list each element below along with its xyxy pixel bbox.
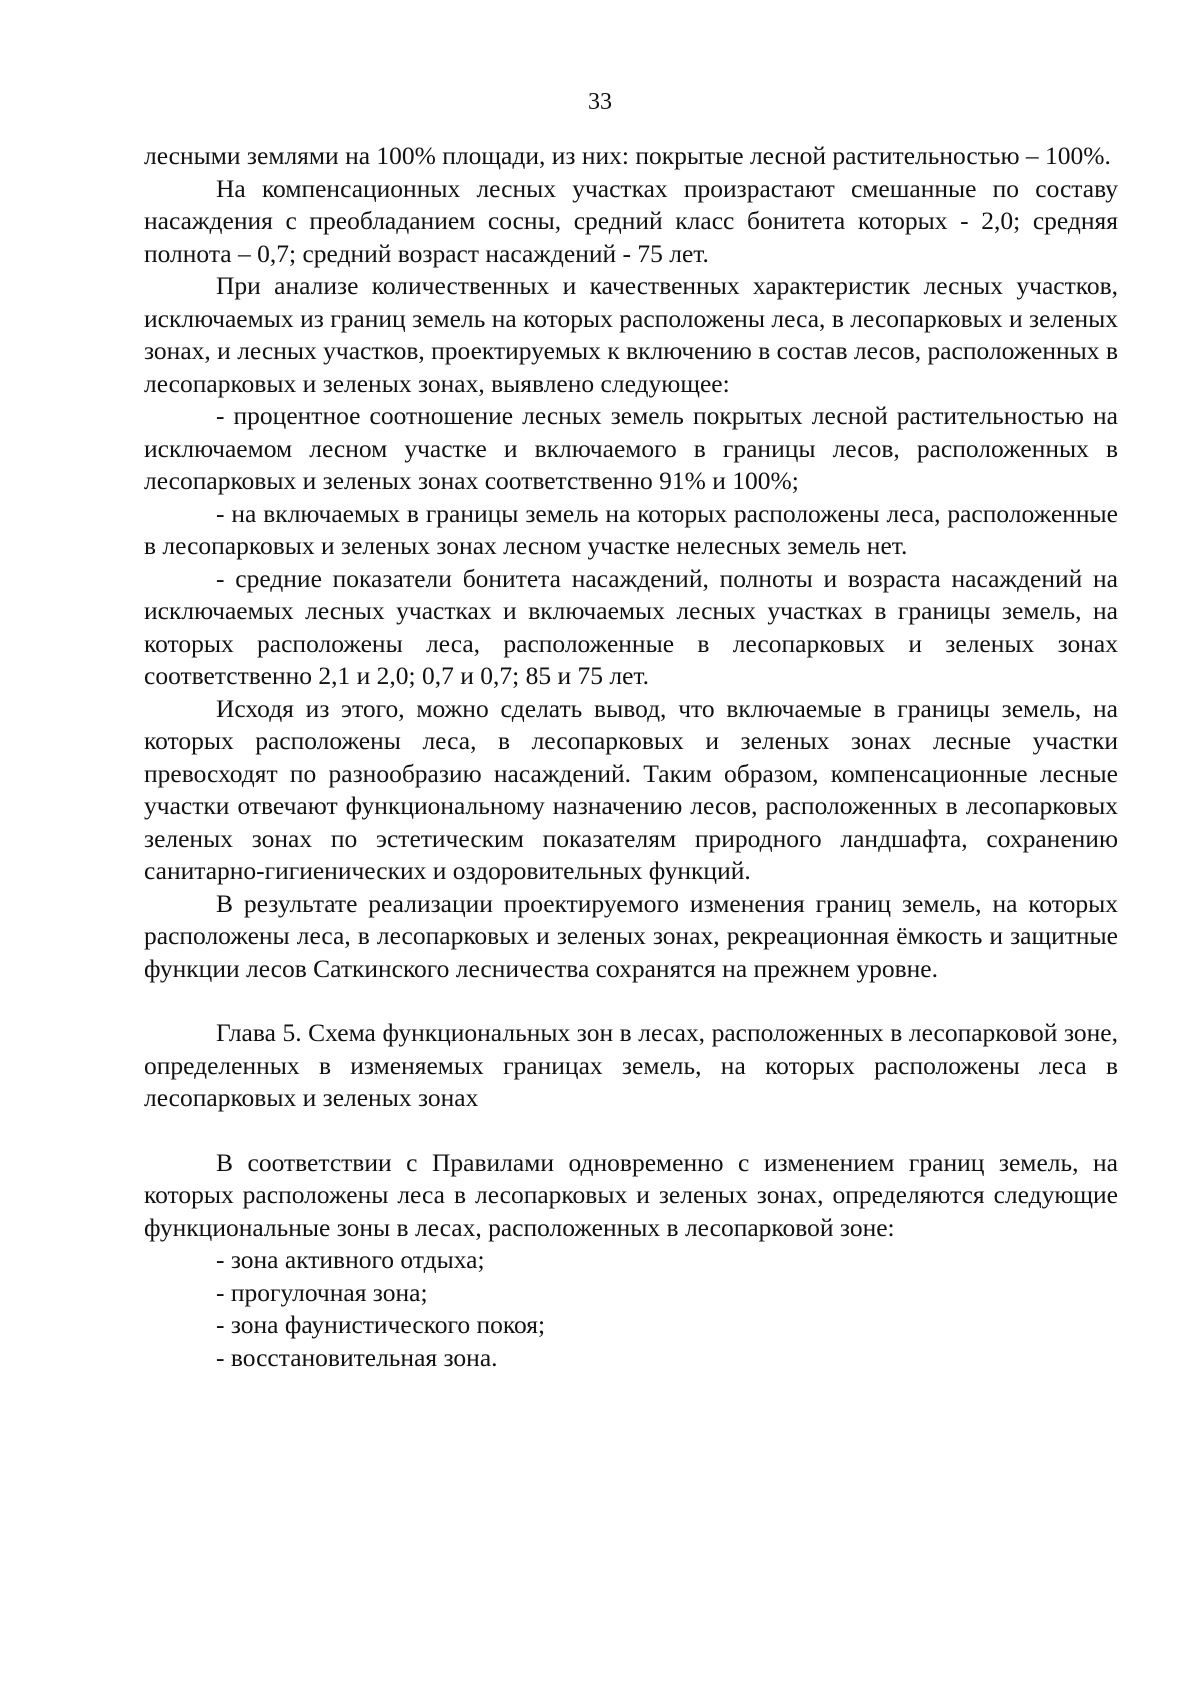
functional-zones-list [144,1244,1118,1374]
paragraph-average-indicators: - средние показатели бонитета насаждений, полноты и возраста насаждений на исключаемых лесных участках и включаемых лесных участках в границы земель, на которых расположены леса, расположенные в лесопарковых и зеленых зонах соответственно 2,1 и 2,0; 0,7 и 0,7; 85 и 75 лет. [144,563,1118,690]
chapter-heading: Глава 5. Схема функциональных зон в лесах, расположенных в лесопарковой зоне, определенных в изменяемых границах земель, на которых расположены леса в лесопарковых и зеленых зонах [144,1018,1118,1112]
paragraph-analysis-intro: При анализе количественных и качественных характеристик лесных участков, исключаемых из границ земель на которых расположены леса, в лесопарковых и зеленых зонах, и лесных участков, проектируемых к включению в состав лесов, расположенных в лесопарковых и зеленых зонах, выявлено следующее: [144,271,1118,398]
paragraph-compensation-plots: На компенсационных лесных участках произрастают смешанные по составу насаждения с преобладанием сосны, средний класс бонитета которых - 2,0; средняя полнота – 0,7; средний возраст насаждений - 75 лет. [144,173,1118,268]
document-body [144,140,1118,1374]
paragraph-result: В результате реализации проектируемого изменения границ земель, на которых расположены леса, в лесопарковых и зеленых зонах, рекреационная ёмкость и защитные функции лесов Саткинского лесничества сохранятся на прежнем уровне. [144,888,1118,983]
paragraph-non-forest-lands: - на включаемых в границы земель на которых расположены леса, расположенные в лесопарковых и зеленых зонах лесном участке нелесных земель нет. [144,498,1118,560]
list-item: - прогулочная зона; [216,1277,428,1307]
page-number: 33 [588,89,612,115]
paragraph-percentage-ratio: - процентное соотношение лесных земель покрытых лесной растительностью на исключаемом лесном участке и включаемого в границы лесов, расположенных в лесопарковых и зеленых зонах соответственно 91% и 100%; [144,401,1118,495]
paragraph-functional-zones-intro: В соответствии с Правилами одновременно с изменением границ земель, на которых расположены леса в лесопарковых и зеленых зонах, определяются следующие функциональные зоны в лесах, расположенных в лесопарковой зоне: [144,1147,1118,1242]
paragraph-conclusion: Исходя из этого, можно сделать вывод, что включаемые в границы земель, на которых расположены леса, в лесопарковых и зеленых зонах лесные участки превосходят по разнообразию насаждений. Таким образом, компенсационные лесные участки отвечают функциональному назначению лесов, расположенных в лесопарковых зеленых зонах по эстетическим показателям природного ландшафта, сохранению санитарно-гигиенических и оздоровительных функций. [144,693,1118,885]
list-item: - зона активного отдыха; [216,1245,485,1274]
paragraph-continuation: лесными землями на 100% площади, из них: покрытые лесной растительностью – 100%. [144,141,1111,170]
list-item: - восстановительная зона. [216,1342,498,1372]
list-item: - зона фаунистического покоя; [216,1310,546,1339]
